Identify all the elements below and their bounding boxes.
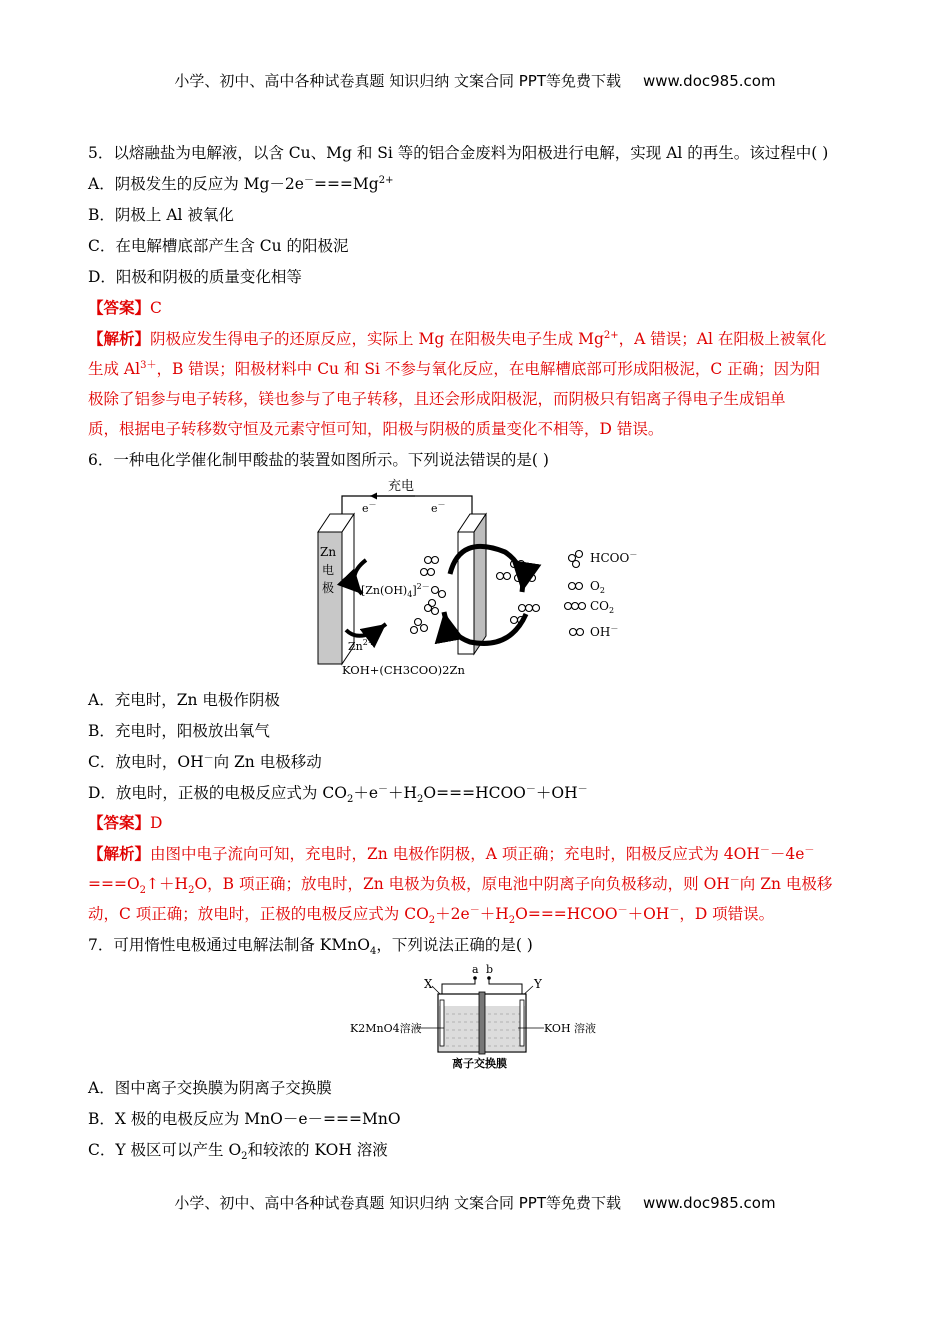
legend-co2: $CO_2$ [590,599,615,615]
legend-hcoo: HCOO－ [590,550,638,565]
electrode-x [440,1000,444,1046]
q6-electrochemical-cell-figure [300,474,650,680]
legend-o2: $O_2$ [590,579,605,595]
q5-analysis-line-3: 极除了铝参与电子转移，镁也参与了电子转移，且还会形成阳极泥，而阴极只有铝离子得电子生成铝单 [88,390,786,408]
terminal-b-label: b [486,963,494,976]
koh-solution-label: KOH 溶液 [544,1022,597,1035]
q6-option-b: B．充电时，阳极放出氧气 [88,722,270,740]
q6-option-d: D．放电时，正极的电极反应式为 $CO_2+e^-+H_2O===HCOO^-+OH^-$ [88,783,588,806]
catalyst-electrode [474,514,486,654]
q6-answer: 【答案】D [88,813,163,832]
legend-oh: OH－ [590,624,619,639]
zn-label-3: 极 [322,581,335,595]
charge-label: 充电 [388,479,415,494]
q5-analysis-line-1: 【解析】阴极应发生得电子的还原反应，实际上 Mg 在阳极失电子生成 $Mg^{2+}$，A 错误；Al 在阳极上被氧化 [88,329,827,348]
q6-analysis-line-2: $===O_2↑+H_2O$，B 项正确；放电时，Zn 电极为负极，原电池中阴离子向负极移动，则 OH－向 Zn 电极移 [88,874,833,897]
electrode-y [520,1000,524,1046]
header-url[interactable]: www.doc985.com [642,72,776,90]
k2mno4-solution-label: K2MnO4溶液 [350,1022,422,1035]
q5-analysis-line-4: 质，根据电子转移数守恒及元素守恒可知，阳极与阴极的质量变化不相等，D 错误。 [88,420,664,438]
legend-symbols [565,551,586,636]
q7-option-c: C．Y 极区可以产生 $O_2$和较浓的 KOH 溶液 [88,1141,388,1163]
header-text: 小学、初中、高中各种试卷真题 知识归纳 文案合同 PPT等免费下载 [174,72,621,90]
q5-option-a: A．阴极发生的反应为 $Mg-2e^-===Mg^{2+}$ [88,174,394,193]
q6-analysis-line-3: 动，C 项正确；放电时，正极的电极反应式为 $CO_2+2e^-+H_2O===HCOO^-+OH^-$，D 项错误。 [88,904,775,927]
electrolyte-label: KOH+(CH3COO)2Zn [342,663,465,677]
q6-option-c: C．放电时，OH－向 Zn 电极移动 [88,752,322,771]
page-footer [0,1192,950,1213]
footer-text: 小学、初中、高中各种试卷真题 知识归纳 文案合同 PPT等免费下载 [174,1194,621,1212]
electrode-x-label: X [424,977,433,991]
q7-electrolysis-cell-figure [348,960,608,1070]
footer-url[interactable]: www.doc985.com [642,1194,776,1212]
electron-label-right: e－ [431,500,446,515]
terminal-a-label: a [472,963,479,976]
q7-option-a: A．图中离子交换膜为阴离子交换膜 [88,1079,332,1097]
q5-answer: 【答案】C [88,298,162,317]
electrode-y-label: Y [534,977,542,991]
q7-stem: 7．可用惰性电极通过电解法制备 KMnO$_4$，下列说法正确的是( ) [88,936,533,958]
q6-option-a: A．充电时，Zn 电极作阴极 [88,691,280,709]
q5-option-c: C．在电解槽底部产生含 Cu 的阳极泥 [88,237,349,255]
zn-ion-label: $Zn^{2+}$ [348,638,375,653]
ion-exchange-membrane [479,992,485,1054]
electron-label-left: e－ [362,500,377,515]
q5-option-d: D．阳极和阴极的质量变化相等 [88,268,302,286]
q5-stem: 5．以熔融盐为电解液，以含 Cu、Mg 和 Si 等的铝合金废料为阳极进行电解，实现 Al 的再生。该过程中( ) [88,144,829,162]
q6-analysis-line-1: 【解析】由图中电子流向可知，充电时，Zn 电极作阴极，A 项正确；充电时，阳极反应式为 4OH－－4e－ [88,844,815,863]
page-header [0,70,950,91]
q5-option-b: B．阴极上 Al 被氧化 [88,206,234,224]
zn-label-1: Zn [320,545,337,559]
q5-analysis-line-2: 生成 $Al^{3+}$，B 错误；阳极材料中 Cu 和 Si 不参与氧化反应，在电解槽底部可形成阳极泥，C 正确；因为阳 [88,359,821,378]
zincate-label: $[Zn(OH)_4]^{2-}$ [361,582,430,599]
zn-label-2: 电 [322,563,335,577]
membrane-label: 离子交换膜 [452,1057,507,1070]
q7-option-b: B．X 极的电极反应为 MnO－e－===MnO [88,1110,401,1128]
q6-stem: 6．一种电化学催化制甲酸盐的装置如图所示。下列说法错误的是( ) [88,451,549,469]
